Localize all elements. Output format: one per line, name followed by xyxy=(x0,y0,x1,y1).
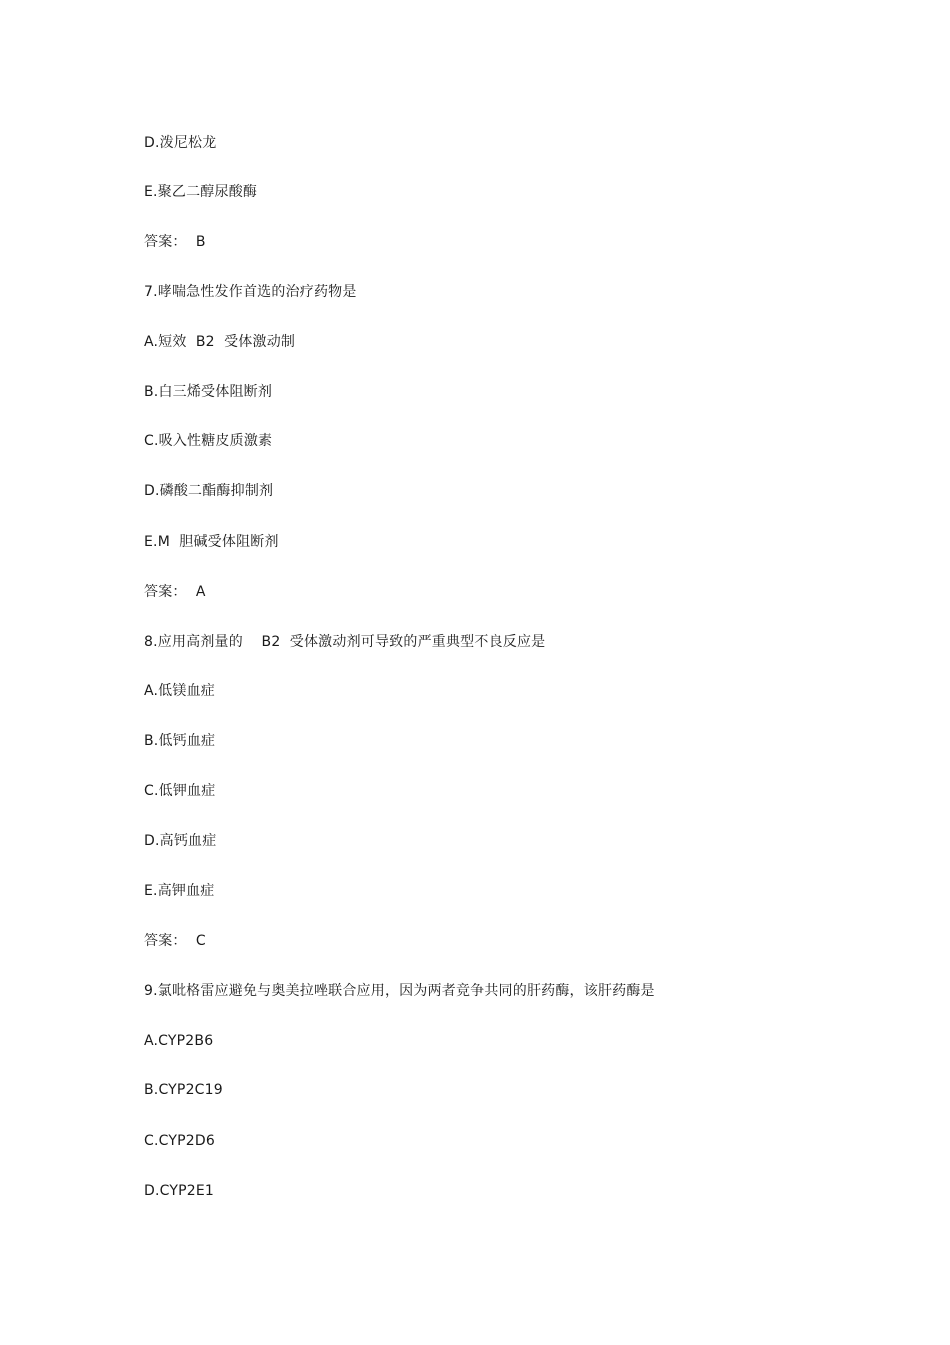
option-d-line: D.泼尼松龙 xyxy=(144,135,217,151)
answer-line: 答案： B xyxy=(144,234,206,250)
question-9: 9.氯吡格雷应避免与奥美拉唑联合应用，因为两者竞争共同的肝药酶，该肝药酶是 xyxy=(144,983,655,999)
option-c-line: C.低钾血症 xyxy=(144,783,216,799)
option-a-line: A.短效 B2 受体激动制 xyxy=(144,334,296,350)
option-e-line: E.高钾血症 xyxy=(144,883,215,899)
answer-line: 答案： C xyxy=(144,933,206,949)
question-7: 7.哮喘急性发作首选的治疗药物是 xyxy=(144,284,357,300)
option-e-line: E.M 胆碱受体阻断剂 xyxy=(144,534,279,550)
option-c-line: C.吸入性糖皮质激素 xyxy=(144,433,273,449)
option-d-line: D.磷酸二酯酶抑制剂 xyxy=(144,483,274,499)
option-a-line: A.低镁血症 xyxy=(144,683,215,699)
option-d-line: D.高钙血症 xyxy=(144,833,217,849)
answer-line: 答案： A xyxy=(144,584,206,600)
option-c-line: C.CYP2D6 xyxy=(144,1133,215,1149)
option-d-line: D.CYP2E1 xyxy=(144,1183,215,1199)
question-8: 8.应用高剂量的 B2 受体激动剂可导致的严重典型不良反应是 xyxy=(144,634,546,650)
option-b-line: B.白三烯受体阻断剂 xyxy=(144,384,273,400)
option-b-line: B.CYP2C19 xyxy=(144,1082,223,1098)
option-b-line: B.低钙血症 xyxy=(144,733,216,749)
option-a-line: A.CYP2B6 xyxy=(144,1033,214,1049)
option-e-line: E.聚乙二醇尿酸酶 xyxy=(144,184,258,200)
